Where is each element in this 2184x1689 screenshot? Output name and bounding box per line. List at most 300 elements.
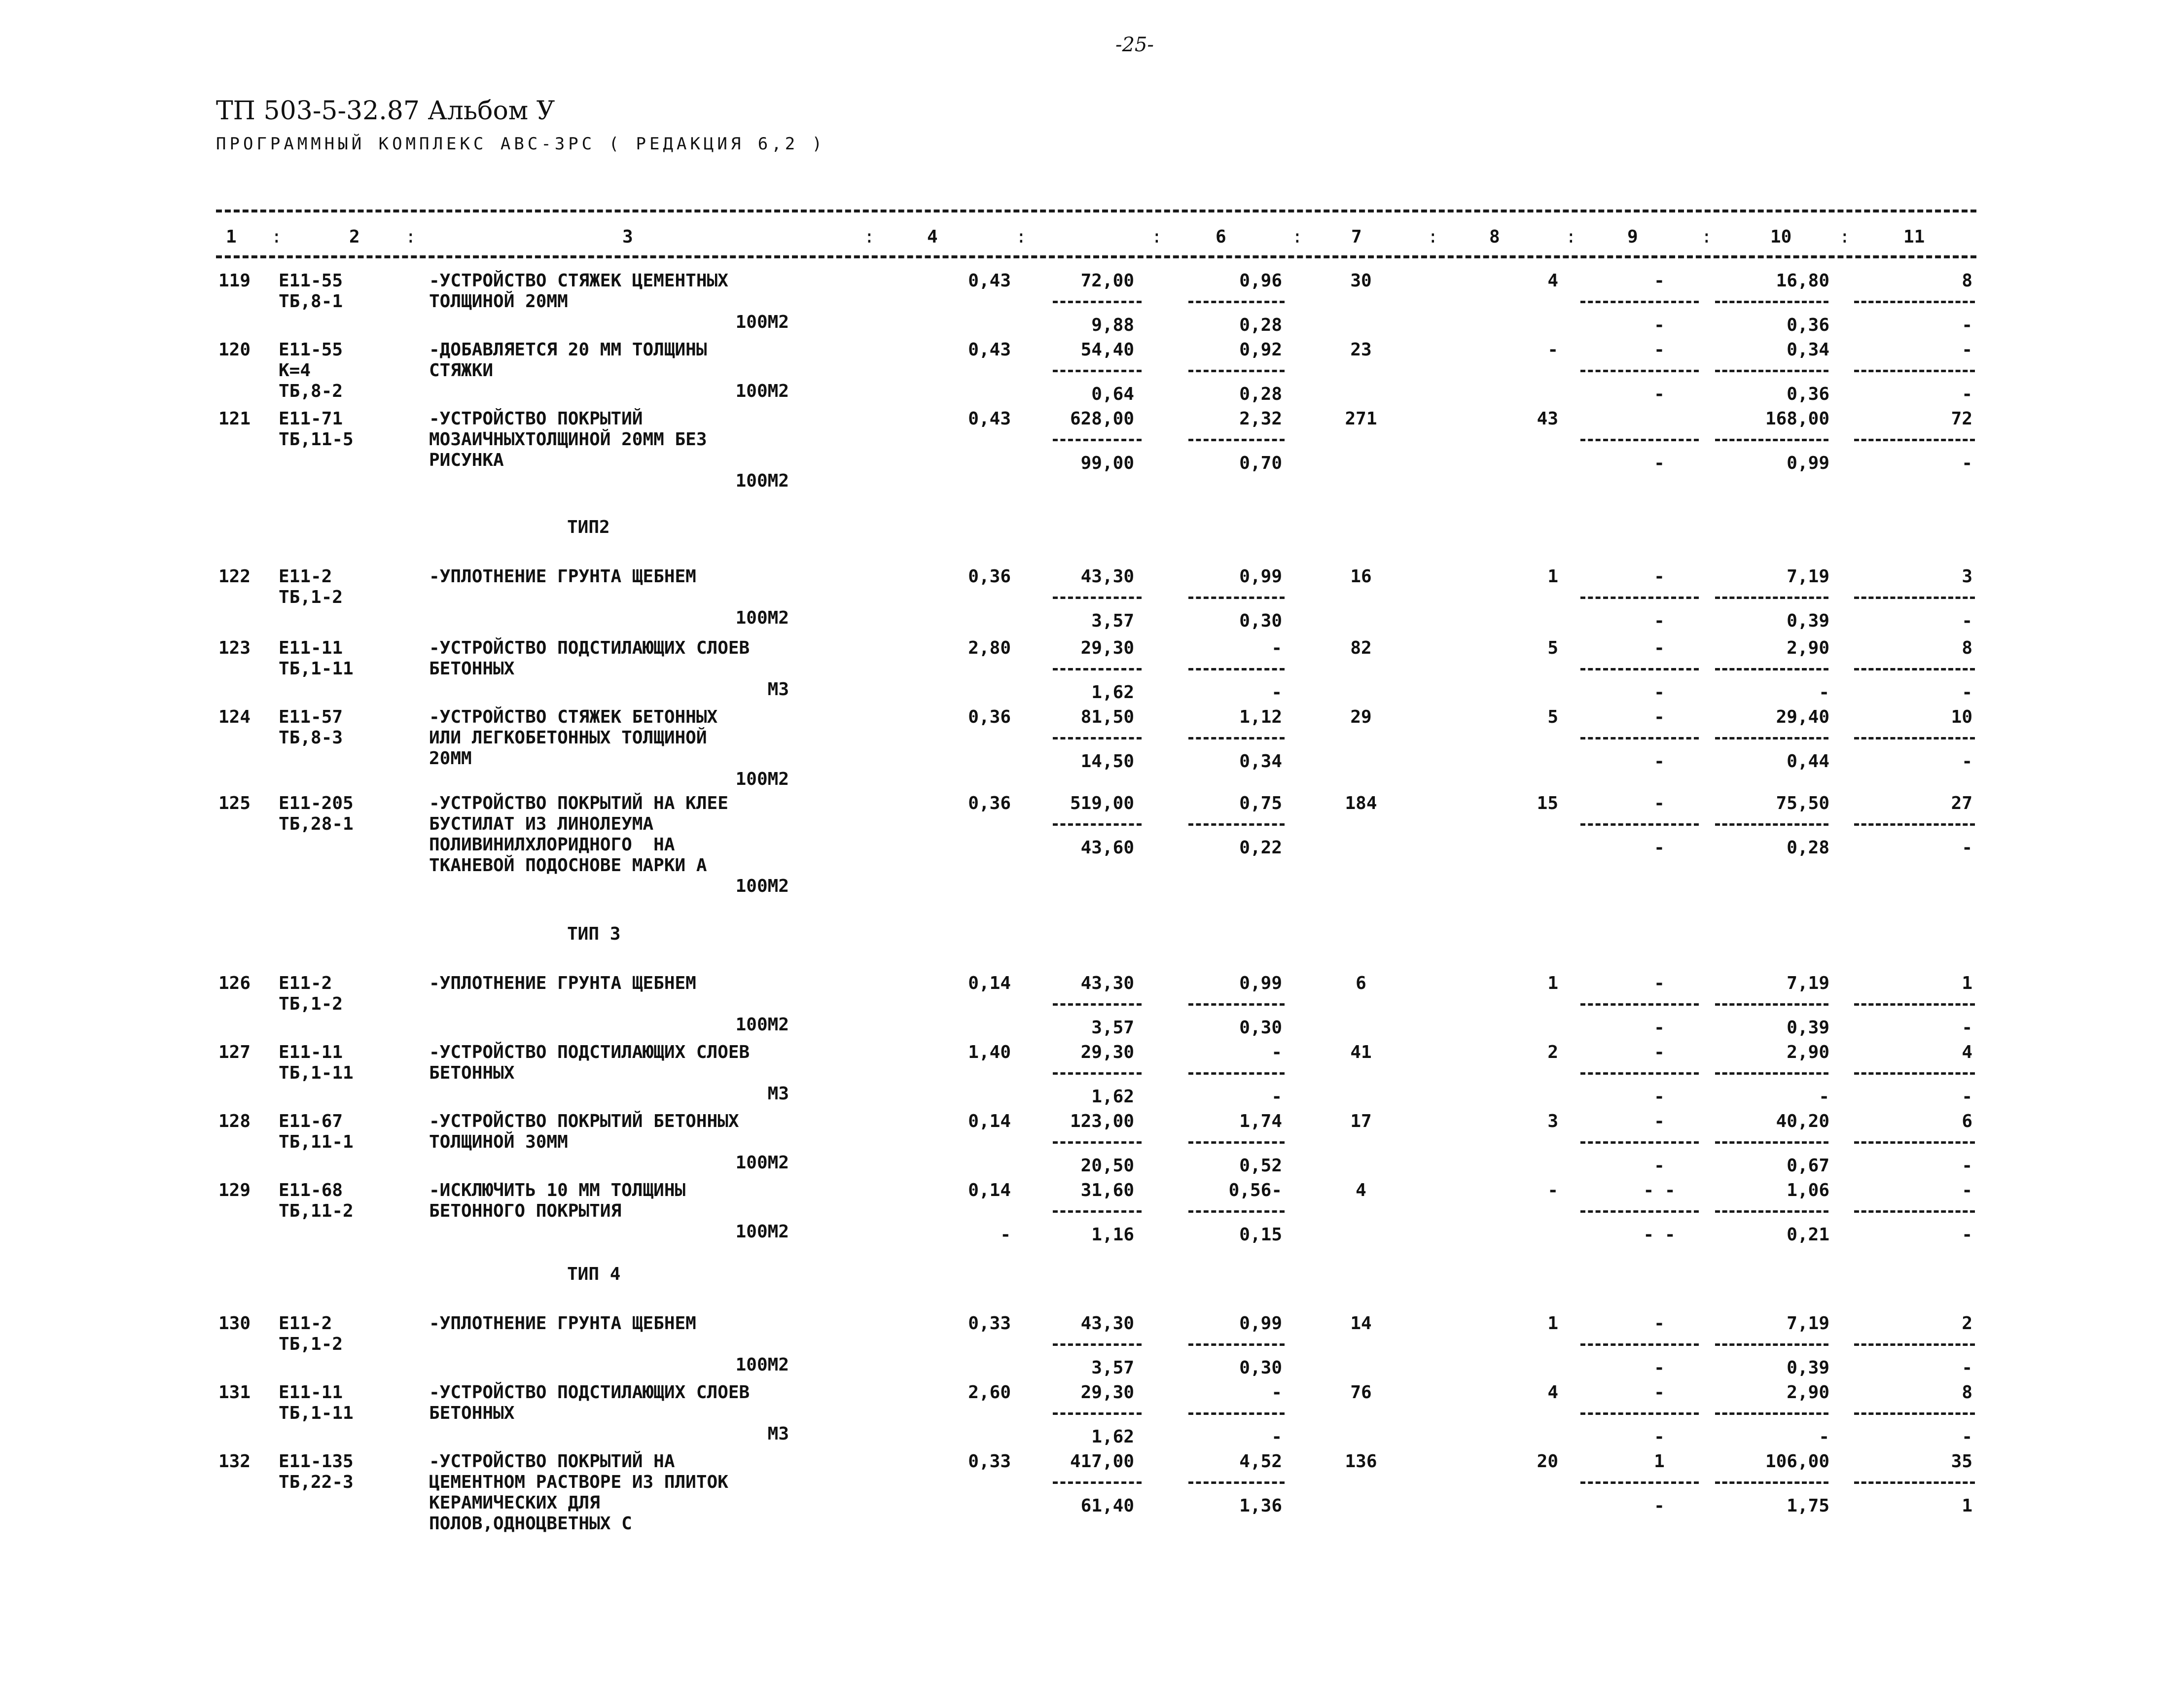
cost-value: 0,30 (1239, 1358, 1282, 1378)
row-number: 132 (218, 1451, 251, 1472)
header-separator: : (1566, 227, 1576, 247)
cost-value: 0,99 (1239, 973, 1282, 993)
total-value: 40,20 (1776, 1111, 1829, 1131)
cost-value: - (1271, 1087, 1282, 1107)
quantity-value: 2,80 (968, 638, 1011, 658)
total-value: - (1654, 1042, 1665, 1062)
total-value: 7,19 (1787, 1313, 1829, 1334)
total-value: 6 (1356, 973, 1366, 993)
total-value: - (1654, 838, 1665, 858)
cost-value: 72,00 (1080, 271, 1134, 291)
total-value: - (1654, 1382, 1665, 1403)
total-value: - (1962, 1180, 1972, 1200)
total-value: - (1962, 1087, 1972, 1107)
cost-value: 4,52 (1239, 1451, 1282, 1472)
total-value: 0,36 (1787, 384, 1829, 404)
total-value: - (1654, 611, 1665, 631)
cost-value: 0,56- (1228, 1180, 1282, 1200)
cost-value: 20,50 (1080, 1156, 1134, 1176)
total-value: 0,67 (1787, 1156, 1829, 1176)
cost-value: 99,00 (1080, 453, 1134, 473)
total-value: - (1654, 1358, 1665, 1378)
norm-reference: ТБ,1-2 (279, 1334, 343, 1354)
cost-value: 2,32 (1239, 409, 1282, 429)
work-description: -УСТРОЙСТВО ПОКРЫТИЙ НА КЛЕЕ (429, 793, 728, 813)
table-header-rule (216, 255, 1976, 258)
total-value: 0,44 (1787, 751, 1829, 772)
cost-value: 54,40 (1080, 340, 1134, 360)
total-value: - (1654, 1427, 1665, 1447)
divider-line (1854, 1141, 1975, 1144)
total-value: 75,50 (1776, 793, 1829, 813)
total-value: - (1962, 751, 1972, 772)
unit-of-measure: М3 (767, 1424, 789, 1444)
cost-value: 0,64 (1091, 384, 1134, 404)
total-value: 4 (1962, 1042, 1972, 1062)
divider-line (1188, 1481, 1285, 1484)
total-value: 4 (1547, 271, 1558, 291)
cost-value: 0,96 (1239, 271, 1282, 291)
header-separator: : (1428, 227, 1438, 247)
total-value: 1,06 (1787, 1180, 1829, 1200)
work-description: БУСТИЛАТ ИЗ ЛИНОЛЕУМА (429, 814, 654, 834)
work-description: 20ММ (429, 748, 472, 769)
cost-value: 628,00 (1070, 409, 1134, 429)
total-value: 8 (1962, 1382, 1972, 1403)
norm-code: Е11-2 (279, 973, 332, 993)
total-value: 76 (1350, 1382, 1372, 1403)
unit-of-measure: 100М2 (735, 608, 789, 628)
total-value: - (1654, 793, 1665, 813)
header-col-4: 4 (927, 227, 938, 247)
norm-code: Е11-135 (279, 1451, 354, 1472)
quantity-value: 0,33 (968, 1313, 1011, 1334)
divider-line (1715, 439, 1828, 441)
cost-value: 0,28 (1239, 384, 1282, 404)
divider-line (1188, 1412, 1285, 1415)
row-number: 125 (218, 793, 251, 813)
divider-line (1188, 1210, 1285, 1213)
total-value: - (1654, 1496, 1665, 1516)
unit-of-measure: 100М2 (735, 381, 789, 401)
cost-value: 43,30 (1080, 973, 1134, 993)
total-value: 1 (1962, 1496, 1972, 1516)
divider-line (1580, 301, 1699, 303)
header-col-7: 7 (1351, 227, 1362, 247)
norm-reference: ТБ,11-2 (279, 1201, 354, 1221)
norm-reference: ТБ,1-11 (279, 1403, 354, 1423)
total-value: - (1962, 1225, 1972, 1245)
total-value: 5 (1547, 707, 1558, 727)
quantity-value: 0,14 (968, 973, 1011, 993)
divider-line (1715, 1003, 1828, 1006)
total-value: 0,28 (1787, 838, 1829, 858)
unit-of-measure: 100М2 (735, 769, 789, 789)
total-value: 1 (1547, 973, 1558, 993)
cost-value: 3,57 (1091, 611, 1134, 631)
divider-line (1053, 823, 1142, 826)
total-value: - (1819, 1087, 1829, 1107)
total-value: 1 (1654, 1451, 1665, 1472)
total-value: 14 (1350, 1313, 1372, 1334)
total-value: 6 (1962, 1111, 1972, 1131)
cost-value: 0,75 (1239, 793, 1282, 813)
divider-line (1188, 597, 1285, 599)
cost-value: 0,52 (1239, 1156, 1282, 1176)
divider-line (1854, 737, 1975, 739)
divider-line (1188, 1343, 1285, 1346)
divider-line (1188, 1072, 1285, 1075)
header-col-11: 11 (1903, 227, 1925, 247)
cost-value: 3,57 (1091, 1358, 1134, 1378)
divider-line (1188, 301, 1285, 303)
cost-value: 43,60 (1080, 838, 1134, 858)
divider-line (1715, 1072, 1828, 1075)
header-separator: : (405, 227, 416, 247)
total-value: - (1819, 1427, 1829, 1447)
row-number: 129 (218, 1180, 251, 1200)
divider-line (1715, 1481, 1828, 1484)
work-description: ТКАНЕВОЙ ПОДОСНОВЕ МАРКИ А (429, 855, 707, 876)
unit-of-measure: 100М2 (735, 1015, 789, 1035)
total-value: - (1654, 973, 1665, 993)
unit-of-measure: 100М2 (735, 876, 789, 896)
divider-line (1854, 1343, 1975, 1346)
header-separator: : (1839, 227, 1850, 247)
norm-code: Е11-2 (279, 1313, 332, 1334)
work-description: -УПЛОТНЕНИЕ ГРУНТА ЩЕБНЕМ (429, 1313, 696, 1334)
norm-reference: ТБ,8-3 (279, 728, 343, 748)
total-value: - (1654, 682, 1665, 703)
total-value: 3 (1962, 566, 1972, 587)
quantity-value: 0,43 (968, 271, 1011, 291)
divider-line (1053, 370, 1142, 372)
row-number: 119 (218, 271, 251, 291)
divider-line (1580, 1412, 1699, 1415)
cost-value: 1,12 (1239, 707, 1282, 727)
norm-code: Е11-68 (279, 1180, 343, 1200)
total-value: 168,00 (1765, 409, 1829, 429)
total-value: 29,40 (1776, 707, 1829, 727)
cost-value: 31,60 (1080, 1180, 1134, 1200)
work-description: -УСТРОЙСТВО ПОКРЫТИЙ (429, 409, 643, 429)
divider-line (1854, 597, 1975, 599)
total-value: 136 (1345, 1451, 1377, 1472)
total-value: - (1654, 384, 1665, 404)
work-description: ПОЛИВИНИЛХЛОРИДНОГО НА (429, 835, 675, 855)
divider-line (1580, 439, 1699, 441)
total-value: 1 (1547, 566, 1558, 587)
header-col-3: 3 (622, 227, 633, 247)
divider-line (1580, 1481, 1699, 1484)
total-value: - (1654, 1313, 1665, 1334)
divider-line (1053, 1481, 1142, 1484)
row-number: 130 (218, 1313, 251, 1334)
work-description: -ИСКЛЮЧИТЬ 10 ММ ТОЛЩИНЫ (429, 1180, 686, 1200)
total-value: - (1962, 315, 1972, 335)
divider-line (1854, 1412, 1975, 1415)
total-value: 7,19 (1787, 566, 1829, 587)
divider-line (1715, 668, 1828, 670)
total-value: 0,21 (1787, 1225, 1829, 1245)
row-number: 131 (218, 1382, 251, 1403)
cost-value: 1,62 (1091, 682, 1134, 703)
divider-line (1053, 1210, 1142, 1213)
divider-line (1188, 370, 1285, 372)
work-description: -УСТРОЙСТВО СТЯЖЕК БЕТОННЫХ (429, 707, 718, 727)
cost-value: 43,30 (1080, 1313, 1134, 1334)
header-col-2: 2 (349, 227, 360, 247)
document-title: ТП 503-5-32.87 Альбом У (216, 96, 555, 126)
total-value: - (1654, 1087, 1665, 1107)
total-value: - (1654, 566, 1665, 587)
divider-line (1580, 1141, 1699, 1144)
norm-reference: ТБ,8-2 (279, 381, 343, 401)
divider-line (1715, 1210, 1828, 1213)
total-value: 35 (1951, 1451, 1972, 1472)
total-value: 0,99 (1787, 453, 1829, 473)
total-value: 1 (1547, 1313, 1558, 1334)
work-description: БЕТОННОГО ПОКРЫТИЯ (429, 1201, 622, 1221)
total-value: - (1962, 1018, 1972, 1038)
divider-line (1854, 301, 1975, 303)
work-description: КЕРАМИЧЕСКИХ ДЛЯ (429, 1493, 600, 1513)
divider-line (1715, 1343, 1828, 1346)
header-separator: : (1292, 227, 1303, 247)
section-heading: ТИП 3 (567, 924, 621, 944)
divider-line (1715, 301, 1828, 303)
total-value: - (1654, 1156, 1665, 1176)
quantity-value: 0,43 (968, 340, 1011, 360)
cost-value: 14,50 (1080, 751, 1134, 772)
work-description: -УПЛОТНЕНИЕ ГРУНТА ЩЕБНЕМ (429, 973, 696, 993)
total-value: 16 (1350, 566, 1372, 587)
divider-line (1053, 668, 1142, 670)
divider-line (1053, 301, 1142, 303)
work-description: БЕТОННЫХ (429, 659, 515, 679)
total-value: - (1547, 340, 1558, 360)
cost-value: 0,70 (1239, 453, 1282, 473)
norm-reference: ТБ,11-1 (279, 1132, 354, 1152)
total-value: 16,80 (1776, 271, 1829, 291)
work-description: -УСТРОЙСТВО ПОДСТИЛАЮЩИХ СЛОЕВ (429, 1042, 750, 1062)
norm-code: Е11-55 (279, 340, 343, 360)
cost-value: 9,88 (1091, 315, 1134, 335)
cost-value: 1,36 (1239, 1496, 1282, 1516)
divider-line (1715, 737, 1828, 739)
norm-code: Е11-67 (279, 1111, 343, 1131)
divider-line (1580, 1003, 1699, 1006)
total-value: - (1654, 271, 1665, 291)
section-heading: ТИП2 (567, 517, 610, 537)
total-value: - (1962, 1156, 1972, 1176)
norm-reference: ТБ,1-11 (279, 1063, 354, 1083)
total-value: 1,75 (1787, 1496, 1829, 1516)
cost-value: 61,40 (1080, 1496, 1134, 1516)
unit-of-measure: М3 (767, 679, 789, 700)
norm-code: Е11-11 (279, 1382, 343, 1403)
norm-code: Е11-55 (279, 271, 343, 291)
row-number: 123 (218, 638, 251, 658)
total-value: - (1819, 682, 1829, 703)
cost-value: 0,22 (1239, 838, 1282, 858)
divider-line (1715, 370, 1828, 372)
divider-line (1854, 370, 1975, 372)
unit-of-measure: М3 (767, 1084, 789, 1104)
cost-value: 0,30 (1239, 611, 1282, 631)
section-heading: ТИП 4 (567, 1264, 621, 1284)
divider-line (1854, 1072, 1975, 1075)
divider-line (1053, 737, 1142, 739)
quantity-value: 0,33 (968, 1451, 1011, 1472)
work-description: БЕТОННЫХ (429, 1063, 515, 1083)
cost-value: 417,00 (1070, 1451, 1134, 1472)
total-value: 1 (1962, 973, 1972, 993)
divider-line (1053, 597, 1142, 599)
divider-line (1580, 737, 1699, 739)
cost-value: 81,50 (1080, 707, 1134, 727)
total-value: 2,90 (1787, 638, 1829, 658)
norm-code: Е11-11 (279, 1042, 343, 1062)
total-value: 184 (1345, 793, 1377, 813)
total-value: 0,39 (1787, 1358, 1829, 1378)
work-description: ПОЛОВ,ОДНОЦВЕТНЫХ С (429, 1513, 632, 1534)
cost-value: 3,57 (1091, 1018, 1134, 1038)
work-description: -УСТРОЙСТВО СТЯЖЕК ЦЕМЕНТНЫХ (429, 271, 728, 291)
total-value: 7,19 (1787, 973, 1829, 993)
cost-value: 0,30 (1239, 1018, 1282, 1038)
total-value: 0,34 (1787, 340, 1829, 360)
cost-value: 0,92 (1239, 340, 1282, 360)
total-value: 15 (1537, 793, 1558, 813)
total-value: 2,90 (1787, 1382, 1829, 1403)
total-value: 4 (1356, 1180, 1366, 1200)
quantity-value: 2,60 (968, 1382, 1011, 1403)
cost-value: 0,99 (1239, 566, 1282, 587)
quantity-value: 1,40 (968, 1042, 1011, 1062)
header-separator: : (864, 227, 875, 247)
norm-reference: ТБ,1-2 (279, 994, 343, 1014)
total-value: - (1962, 340, 1972, 360)
divider-line (1053, 1141, 1142, 1144)
work-description: МОЗАИЧНЫХТОЛЩИНОЙ 20ММ БЕЗ (429, 429, 707, 450)
work-description: БЕТОННЫХ (429, 1403, 515, 1423)
cost-value: 29,30 (1080, 1382, 1134, 1403)
total-value: - (1962, 1427, 1972, 1447)
unit-of-measure: 100М2 (735, 471, 789, 491)
table-top-rule (216, 210, 1976, 212)
unit-of-measure: 100М2 (735, 1153, 789, 1173)
cost-value: 29,30 (1080, 638, 1134, 658)
cost-value: 519,00 (1070, 793, 1134, 813)
work-description: ТОЛЩИНОЙ 20ММ (429, 291, 568, 312)
work-description: РИСУНКА (429, 450, 504, 470)
total-value: 27 (1951, 793, 1972, 813)
work-description: -УСТРОЙСТВО ПОДСТИЛАЮЩИХ СЛОЕВ (429, 638, 750, 658)
divider-line (1580, 370, 1699, 372)
norm-code: Е11-71 (279, 409, 343, 429)
total-value: 29 (1350, 707, 1372, 727)
work-description: -УСТРОЙСТВО ПОКРЫТИЙ НА (429, 1451, 675, 1472)
quantity-value: 0,36 (968, 566, 1011, 587)
cost-value: - (1271, 638, 1282, 658)
norm-reference: ТБ,28-1 (279, 814, 354, 834)
total-value: 41 (1350, 1042, 1372, 1062)
row-number: 121 (218, 409, 251, 429)
divider-line (1715, 1141, 1828, 1144)
total-value: - (1654, 751, 1665, 772)
quantity-value: 0,36 (968, 707, 1011, 727)
divider-line (1580, 1210, 1699, 1213)
total-value: - (1654, 453, 1665, 473)
divider-line (1053, 439, 1142, 441)
norm-reference: ТБ,1-2 (279, 587, 343, 607)
total-value: 17 (1350, 1111, 1372, 1131)
total-value: 8 (1962, 638, 1972, 658)
cost-value: 0,99 (1239, 1313, 1282, 1334)
norm-reference: ТБ,11-5 (279, 429, 354, 450)
cost-value: 123,00 (1070, 1111, 1134, 1131)
divider-line (1580, 597, 1699, 599)
unit-of-measure: 100М2 (735, 312, 789, 332)
row-number: 128 (218, 1111, 251, 1131)
total-value: 2,90 (1787, 1042, 1829, 1062)
total-value: - (1654, 340, 1665, 360)
work-description: ИЛИ ЛЕГКОБЕТОННЫХ ТОЛЩИНОЙ (429, 728, 707, 748)
divider-line (1854, 1210, 1975, 1213)
divider-line (1188, 668, 1285, 670)
quantity-value: 0,14 (968, 1180, 1011, 1200)
total-value: - (1654, 315, 1665, 335)
divider-line (1854, 823, 1975, 826)
cost-value: 1,16 (1091, 1225, 1134, 1245)
cost-value: - (1271, 1042, 1282, 1062)
header-separator: : (1151, 227, 1162, 247)
divider-line (1188, 1003, 1285, 1006)
cost-value: 0,28 (1239, 315, 1282, 335)
divider-line (1854, 668, 1975, 670)
divider-line (1715, 823, 1828, 826)
divider-line (1053, 1072, 1142, 1075)
divider-line (1854, 439, 1975, 441)
work-description: -УСТРОЙСТВО ПОКРЫТИЙ БЕТОННЫХ (429, 1111, 739, 1131)
total-value: 72 (1951, 409, 1972, 429)
total-value: 8 (1962, 271, 1972, 291)
quantity-value: - (1000, 1225, 1011, 1245)
row-number: 126 (218, 973, 251, 993)
cost-value: 0,15 (1239, 1225, 1282, 1245)
norm-code: Е11-57 (279, 707, 343, 727)
total-value: - (1962, 1358, 1972, 1378)
total-value: - - (1643, 1180, 1676, 1200)
norm-reference: ТБ,1-11 (279, 659, 354, 679)
header-separator: : (1701, 227, 1712, 247)
total-value: 30 (1350, 271, 1372, 291)
cost-value: 1,62 (1091, 1427, 1134, 1447)
divider-line (1715, 597, 1828, 599)
total-value: - (1962, 838, 1972, 858)
total-value: - (1962, 611, 1972, 631)
norm-code: Е11-205 (279, 793, 354, 813)
divider-line (1188, 439, 1285, 441)
header-col-6: 6 (1216, 227, 1226, 247)
total-value: 23 (1350, 340, 1372, 360)
total-value: - (1962, 682, 1972, 703)
page-number: -25- (1115, 34, 1154, 56)
total-value: - (1654, 707, 1665, 727)
row-number: 122 (218, 566, 251, 587)
row-number: 127 (218, 1042, 251, 1062)
